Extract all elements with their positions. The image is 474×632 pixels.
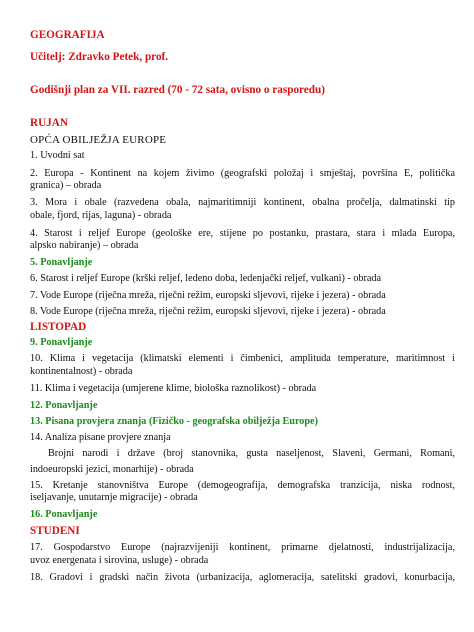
plan-line: 18. Gradovi i gradski način života (urbanizacija, aglomeracija, satelitski gradovi, konurbacija, bbox=[30, 572, 455, 583]
plan-line: 14. Analiza pisane provjere znanja bbox=[30, 432, 171, 443]
plan-line: 6. Starost i reljef Europe (krški reljef, ledeno doba, ledenjački reljef, vulkani) - obrada bbox=[30, 273, 382, 284]
plan-line: 10. Klima i vegetacija (klimatski elementi i čimbenici, amplituda temperature, maritimnost i bbox=[30, 353, 455, 364]
plan-line: 7. Vode Europe (riječna mreža, riječni režim, europski sljevovi, rijeke i jezera) - obrada bbox=[30, 290, 386, 301]
review-line: 12. Ponavljanje bbox=[30, 400, 98, 411]
plan-line: 2. Europa - Kontinent na kojem živimo (geografski položaj i smještaj, površina E, politička bbox=[30, 168, 455, 179]
plan-line: 1. Uvodni sat bbox=[30, 150, 85, 161]
subject-heading: GEOGRAFIJA bbox=[30, 29, 105, 41]
plan-line: uvoz energenata i sirovina, usluge) - obrada bbox=[30, 555, 209, 566]
review-line: 16. Ponavljanje bbox=[30, 509, 98, 520]
plan-line: obale, fjord, rijas, laguna) - obrada bbox=[30, 210, 172, 221]
plan-line: indoeuropski jezici, monarhije) - obrada bbox=[30, 464, 194, 475]
plan-line: 15. Kretanje stanovništva Europe (demogeografija, demografska tranzicija, niska rodnost, bbox=[30, 480, 455, 491]
plan-line: 11. Klima i vegetacija (umjerene klime, biološka raznolikost) - obrada bbox=[30, 383, 317, 394]
plan-line: 17. Gospodarstvo Europe (najrazvijeniji kontinent, primarne djelatnosti, industrijalizacija, bbox=[30, 542, 455, 553]
month-heading-studeni: STUDENI bbox=[30, 525, 80, 537]
review-line: 9. Ponavljanje bbox=[30, 337, 93, 348]
month-heading-listopad: LISTOPAD bbox=[30, 321, 87, 333]
test-line: 13. Pisana provjera znanja (Fizičko - geografska obilježja Europe) bbox=[30, 416, 318, 427]
plan-title: Godišnji plan za VII. razred (70 - 72 sata, ovisno o rasporedu) bbox=[30, 84, 325, 96]
review-line: 5. Ponavljanje bbox=[30, 257, 93, 268]
plan-line: granica) – obrada bbox=[30, 180, 102, 191]
plan-line: kontinentalnost) - obrada bbox=[30, 366, 133, 377]
teacher-line: Učitelj: Zdravko Petek, prof. bbox=[30, 51, 169, 63]
plan-line: 8. Vode Europe (riječna mreža, riječni režim, europski sljevovi, rijeke i jezera) - obrada bbox=[30, 306, 386, 317]
section-heading: OPĆA OBILJEŽJA EUROPE bbox=[30, 134, 167, 146]
plan-line: iseljavanje, unutarnje migracije) - obrada bbox=[30, 492, 198, 503]
plan-line: 4. Starost i reljef Europe (geološke ere, stijene po postanku, prastara, stara i mlada Europa, bbox=[30, 228, 455, 239]
plan-line: Brojni narodi i države (broj stanovnika, gusta naseljenost, Slaveni, Germani, Romani, bbox=[48, 448, 455, 459]
month-heading-rujan: RUJAN bbox=[30, 117, 68, 129]
plan-line: 3. Mora i obale (razvedena obala, najmaritimniji kontinent, obalna pročelja, dalmatinski tip bbox=[30, 197, 455, 208]
plan-line: alpsko nabiranje) – obrada bbox=[30, 240, 139, 251]
